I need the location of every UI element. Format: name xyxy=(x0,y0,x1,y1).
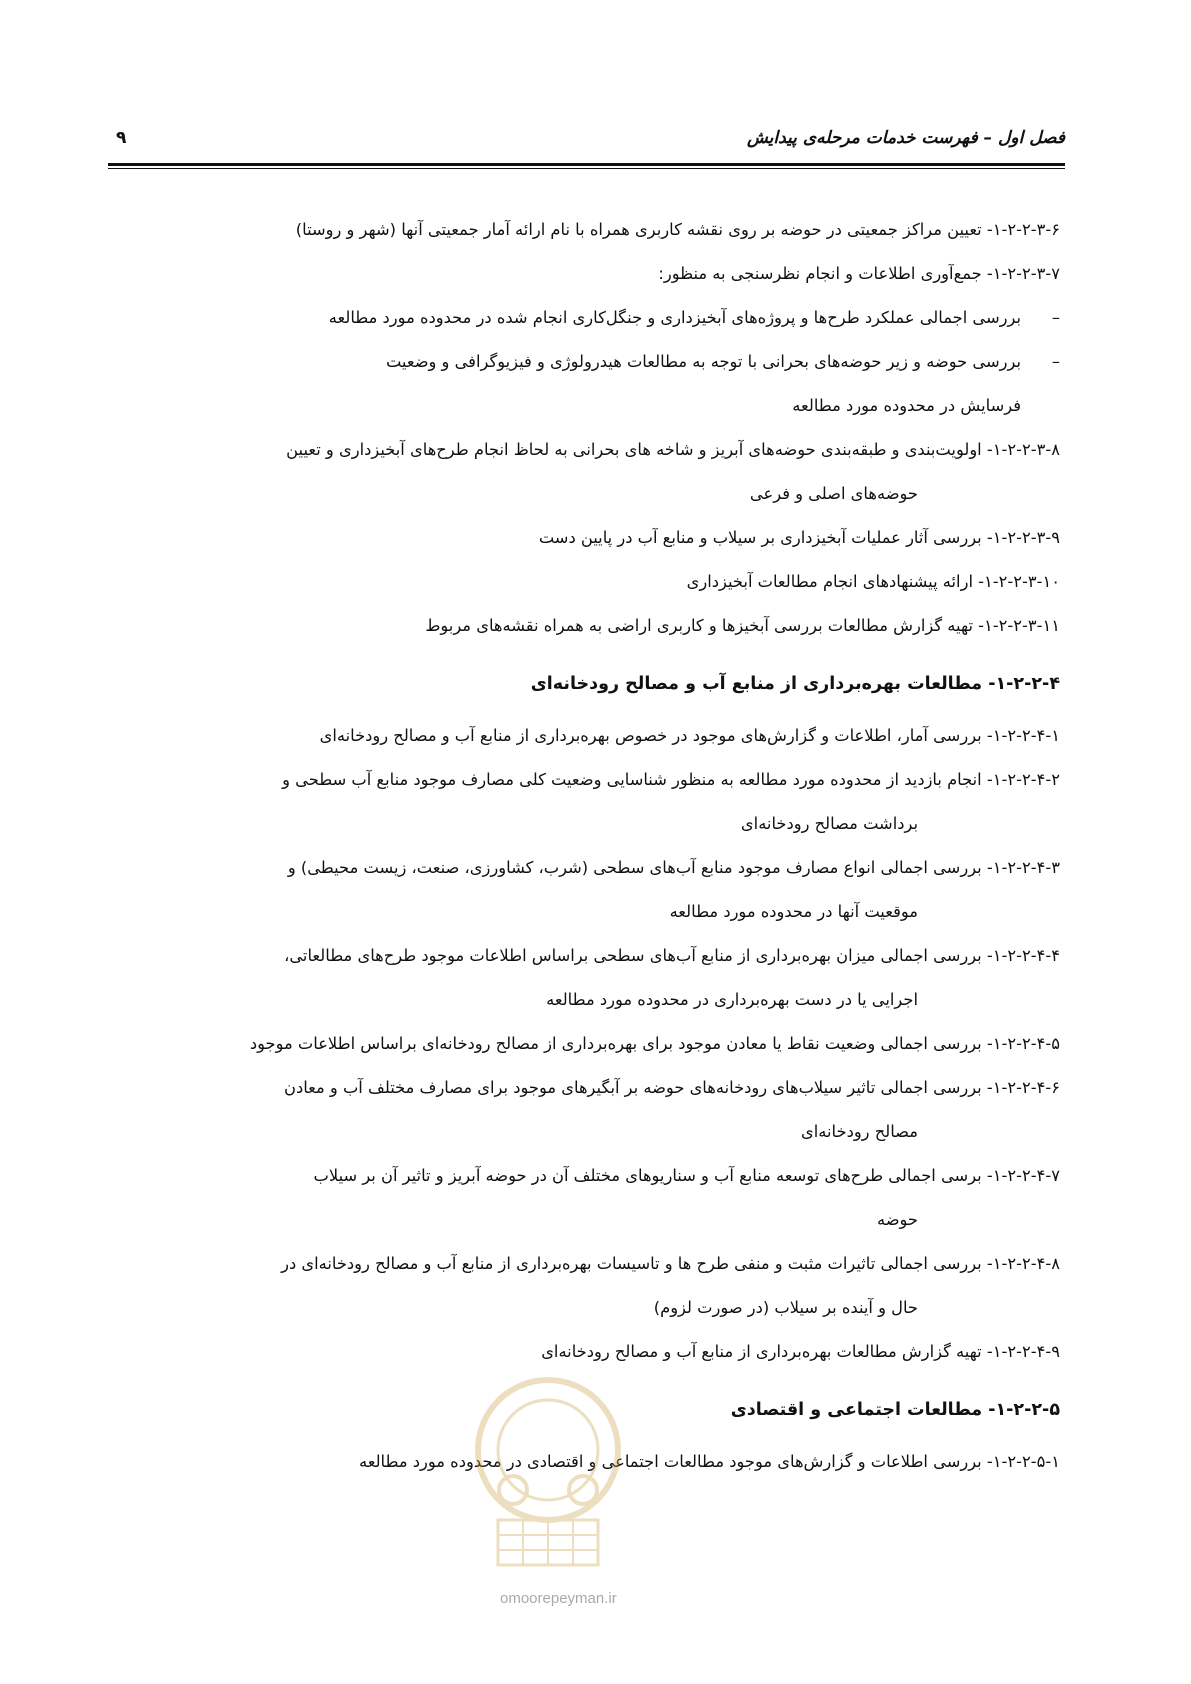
item-text: ارائه پیشنهادهای انجام مطالعات آبخیزداری xyxy=(686,572,979,591)
item-number: ۱-۲-۲-۴-۴- xyxy=(986,946,1060,965)
list-section-3 xyxy=(115,218,1060,285)
item-text: بررسی اطلاعات و گزارش‌های موجود مطالعات اجتماعی و اقتصادی در محدوده مورد مطالعه xyxy=(359,1452,987,1471)
item-number: ۱-۲-۲-۴-۶- xyxy=(986,1078,1060,1097)
list-item xyxy=(115,614,1060,637)
item-text: انجام بازدید از محدوده مورد مطالعه به منظور شناسایی وضعیت کلی مصارف موجود منابع آب سطحی و xyxy=(282,770,987,789)
item-number: ۱-۲-۲-۳-۱۱- xyxy=(978,616,1060,635)
list-item xyxy=(115,724,1060,747)
chapter-title: فصل اول – فهرست خدمات مرحله‌ی پیدایش xyxy=(747,128,1065,148)
list-item xyxy=(115,1076,1060,1143)
item-text: تهیه گزارش مطالعات بررسی آبخیزها و کاربری اراضی به همراه نقشه‌های مربوط xyxy=(425,616,979,635)
item-number: ۱-۲-۲-۴-۹- xyxy=(986,1342,1060,1361)
item-number: ۱-۲-۲-۵-۱- xyxy=(986,1452,1060,1471)
section-heading-4: ۱-۲-۲-۴- مطالعات بهره‌برداری از منابع آب و مصالح رودخانه‌ای xyxy=(530,674,1060,694)
item-text: بررسی اجمالی انواع مصارف موجود منابع آب‌های سطحی (شرب، کشاورزی، صنعت، زیست محیطی) و xyxy=(287,858,987,877)
list-item xyxy=(115,218,1060,241)
bullet-list xyxy=(115,306,1060,417)
item-number: ۱-۲-۲-۴-۵- xyxy=(986,1034,1060,1053)
item-number: ۱-۲-۲-۳-۱۰- xyxy=(978,572,1060,591)
item-continuation: مصالح رودخانه‌ای xyxy=(801,1122,918,1141)
list-item xyxy=(115,262,1060,285)
list-item xyxy=(115,1032,1060,1055)
page-number: ۹ xyxy=(116,128,127,148)
item-text: بررسی اجمالی میزان بهره‌برداری از منابع آب‌های سطحی براساس اطلاعات موجود طرح‌های مطالعاتی، xyxy=(284,946,987,965)
item-number: ۱-۲-۲-۳-۸- xyxy=(986,440,1060,459)
item-number: ۱-۲-۲-۳-۷- xyxy=(986,264,1060,283)
item-text: بررسی اجمالی تاثیر سیلاب‌های رودخانه‌های حوضه بر آبگیرهای موجود برای مصارف مختلف آب و معادن xyxy=(284,1078,987,1097)
bullet-continuation: فرسایش در محدوده مورد مطالعه xyxy=(792,396,1021,415)
list-item xyxy=(115,570,1060,593)
item-text: برسی اجمالی طرح‌های توسعه منابع آب و سناریوهای مختلف آن در حوضه آبریز و تاثیر آن بر سیلاب xyxy=(313,1166,987,1185)
item-continuation: اجرایی یا در دست بهره‌برداری در محدوده مورد مطالعه xyxy=(546,990,918,1009)
item-text: تهیه گزارش مطالعات بهره‌برداری از منابع آب و مصالح رودخانه‌ای xyxy=(541,1342,987,1361)
item-text: اولویت‌بندی و طبقه‌بندی حوضه‌های آبریز و شاخه های بحرانی به لحاظ انجام طرح‌های آبخیزداری و تعیین xyxy=(286,440,987,459)
watermark-site: omoorepeyman.ir xyxy=(500,1590,617,1607)
page-header xyxy=(108,128,1065,164)
seal-logo-icon xyxy=(458,1370,638,1580)
item-number: ۱-۲-۲-۳-۶- xyxy=(986,220,1060,239)
bullet-item xyxy=(115,306,1060,329)
item-text: بررسی آمار، اطلاعات و گزارش‌های موجود در خصوص بهره‌برداری از منابع آب و مصالح رودخانه‌ای xyxy=(319,726,987,745)
list-item xyxy=(115,1340,1060,1363)
section-heading-5: ۱-۲-۲-۵- مطالعات اجتماعی و اقتصادی xyxy=(730,1400,1060,1420)
item-text: جمع‌آوری اطلاعات و انجام نظرسنجی به منظور: xyxy=(658,264,987,283)
item-text: بررسی اجمالی تاثیرات مثبت و منفی طرح ها و تاسیسات بهره‌برداری از منابع آب و مصالح رودخانه‌ای در xyxy=(281,1254,987,1273)
bullet-dash: – xyxy=(1051,308,1060,327)
item-number: ۱-۲-۲-۴-۱- xyxy=(986,726,1060,745)
item-number: ۱-۲-۲-۳-۹- xyxy=(986,528,1060,547)
list-item xyxy=(115,526,1060,549)
item-continuation: برداشت مصالح رودخانه‌ای xyxy=(740,814,918,833)
bullet-text: بررسی حوضه و زیر حوضه‌های بحرانی با توجه به مطالعات هیدرولوژی و فیزیوگرافی و وضعیت xyxy=(385,352,1021,371)
list-section-3-continued xyxy=(115,438,1060,637)
item-number: ۱-۲-۲-۴-۷- xyxy=(986,1166,1060,1185)
bullet-item xyxy=(115,350,1060,417)
item-number: ۱-۲-۲-۴-۸- xyxy=(986,1254,1060,1273)
bullet-dash: – xyxy=(1051,352,1060,371)
item-text: بررسی آثار عملیات آبخیزداری بر سیلاب و منابع آب در پایین دست xyxy=(538,528,987,547)
item-text: تعیین مراکز جمعیتی در حوضه بر روی نقشه کاربری همراه با نام ارائه آمار جمعیتی آنها (شهر و روستا) xyxy=(295,220,987,239)
list-item xyxy=(115,856,1060,923)
list-item xyxy=(115,438,1060,505)
list-item xyxy=(115,944,1060,1011)
item-text: بررسی اجمالی وضعیت نقاط یا معادن موجود برای بهره‌برداری از مصالح رودخانه‌ای براساس اطلاعات موجود xyxy=(249,1034,987,1053)
item-continuation: حوضه xyxy=(876,1210,918,1229)
item-number: ۱-۲-۲-۴-۳- xyxy=(986,858,1060,877)
list-item xyxy=(115,1252,1060,1319)
item-continuation: حال و آینده بر سیلاب (در صورت لزوم) xyxy=(653,1298,918,1317)
bullet-text: بررسی اجمالی عملکرد طرح‌ها و پروژه‌های آبخیزداری و جنگل‌کاری انجام شده در محدوده مورد مطالعه xyxy=(328,308,1021,327)
header-rule-thin xyxy=(108,168,1065,169)
item-continuation: حوضه‌های اصلی و فرعی xyxy=(749,484,918,503)
item-continuation: موقعیت آنها در محدوده مورد مطالعه xyxy=(669,902,918,921)
page-body xyxy=(115,218,1060,1494)
item-number: ۱-۲-۲-۴-۲- xyxy=(986,770,1060,789)
list-item xyxy=(115,768,1060,835)
header-rule xyxy=(108,163,1065,166)
list-item xyxy=(115,1164,1060,1231)
list-section-4 xyxy=(115,724,1060,1363)
